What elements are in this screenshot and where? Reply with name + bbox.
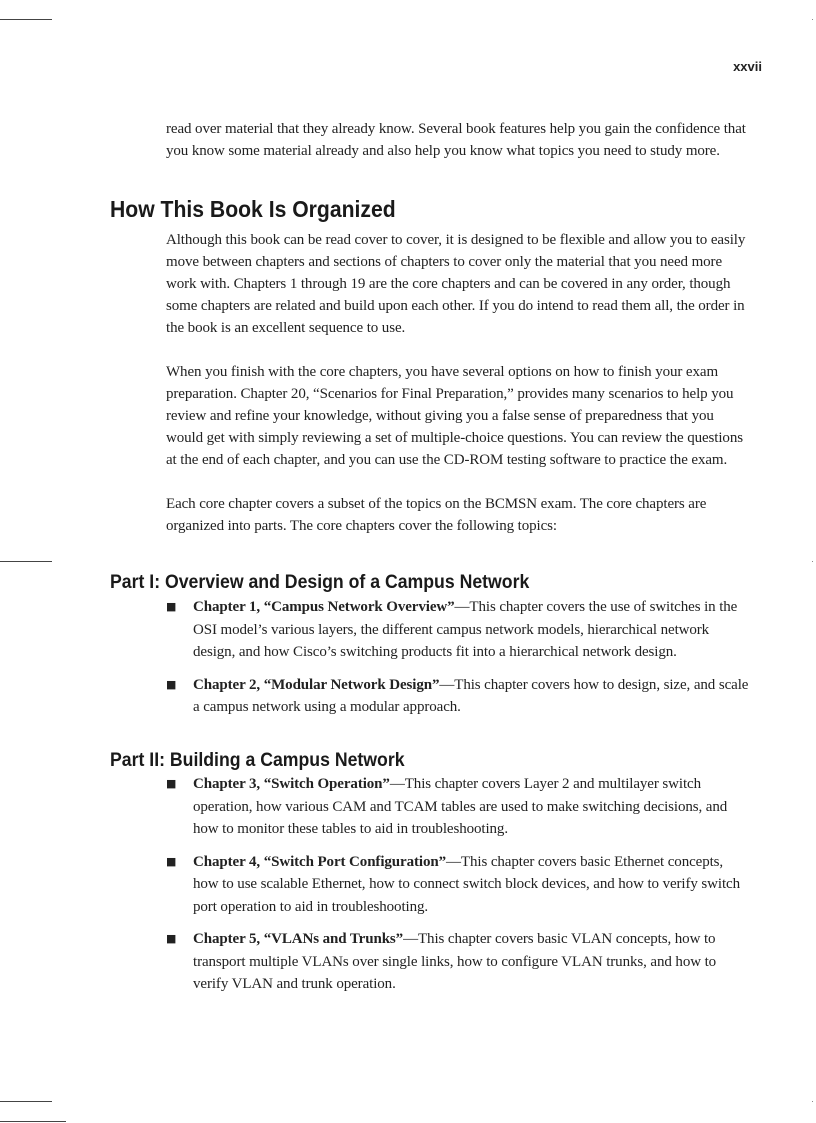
crop-mark-top-left xyxy=(0,19,52,20)
list-item-text xyxy=(193,928,766,996)
square-bullet-icon: ■ xyxy=(166,600,177,613)
chapter-description: —This chapter covers basic VLAN concepts, how to transport multiple VLANs over single links, how to configure VLAN trunks, and how to verify VLAN and trunk operation. xyxy=(193,931,717,992)
square-bullet-icon: ■ xyxy=(166,677,177,691)
chapter-description: —This chapter covers the use of switches in the OSI model’s various layers, the different campus network models, hierarchical network design, and how Cisco’s switching products fit into a hierarchical network design. xyxy=(193,599,738,660)
chapter-title: Chapter 3, “Switch Operation” xyxy=(193,776,390,792)
list-item-text xyxy=(193,596,766,664)
part-1-heading: Part I: Overview and Design of a Campus Network xyxy=(110,572,530,593)
chapter-title: Chapter 4, “Switch Port Configuration” xyxy=(193,853,447,870)
section-paragraph-2: When you finish with the core chapters, you have several options on how to finish your exam preparation. Chapter 20, “Scenarios for Final Preparation,” provides many scenarios to help you review and refine your knowledge, without giving you a false sense of preparedness that you would get with simply reviewing a set of multiple-choice questions. You can review the questions at the end of each chapter, and you can use the CD-ROM testing software to practice the exam. xyxy=(166,364,743,468)
crop-tick-top-right xyxy=(812,19,813,20)
chapter-title: Chapter 5, “VLANs and Trunks” xyxy=(193,931,404,947)
chapter-description: —This chapter covers how to design, size, and scale a campus network using a modular approach. xyxy=(193,676,749,715)
crop-mark-bottom-left-2 xyxy=(0,1121,66,1122)
intro-paragraph: read over material that they already know. Several book features help you gain the confidence that you know some material already and also help you know what topics you need to study more. xyxy=(166,121,746,159)
chapter-title: Chapter 1, “Campus Network Overview” xyxy=(193,599,455,615)
section-heading: How This Book Is Organized xyxy=(110,196,396,222)
section-paragraph-1: Although this book can be read cover to cover, it is designed to be flexible and allow you to easily move between chapters and sections of chapters to cover only the material that you need more work with. Chapters 1 through 19 are the core chapters and can be covered in any order, though some chapters are related and build upon each other. If you do intend to read them all, the order in the book is an excellent sequence to use. xyxy=(166,232,746,336)
square-bullet-icon: ■ xyxy=(166,932,177,945)
part-2-chapter-list xyxy=(166,773,766,1006)
list-item xyxy=(166,674,766,719)
list-item-text xyxy=(193,674,766,719)
section-paragraph-3: Each core chapter covers a subset of the topics on the BCMSN exam. The core chapters are organized into parts. The core chapters cover the following topics: xyxy=(166,496,707,534)
chapter-description: —This chapter covers basic Ethernet concepts, how to use scalable Ethernet, how to connect switch block devices, and how to verify switch port operation to aid in troubleshooting. xyxy=(193,853,740,915)
list-item-text xyxy=(193,851,766,919)
crop-mark-middle-left xyxy=(0,561,52,562)
list-item xyxy=(166,773,766,841)
crop-mark-bottom-left xyxy=(0,1101,52,1102)
chapter-title: Chapter 2, “Modular Network Design” xyxy=(193,676,440,693)
crop-tick-middle-right xyxy=(812,561,813,562)
part-1-chapter-list xyxy=(166,596,766,729)
part-2-heading: Part II: Building a Campus Network xyxy=(110,750,405,771)
crop-tick-bottom-right xyxy=(812,1101,813,1102)
list-item xyxy=(166,851,766,919)
list-item xyxy=(166,596,766,664)
list-item xyxy=(166,928,766,996)
page-number: xxvii xyxy=(733,59,762,74)
square-bullet-icon: ■ xyxy=(166,854,177,868)
list-item-text xyxy=(193,773,766,841)
chapter-description: —This chapter covers Layer 2 and multilayer switch operation, how various CAM and TCAM tables are used to make switching decisions, and how to monitor these tables to aid in troubleshooting. xyxy=(193,776,728,837)
square-bullet-icon: ■ xyxy=(166,777,177,790)
